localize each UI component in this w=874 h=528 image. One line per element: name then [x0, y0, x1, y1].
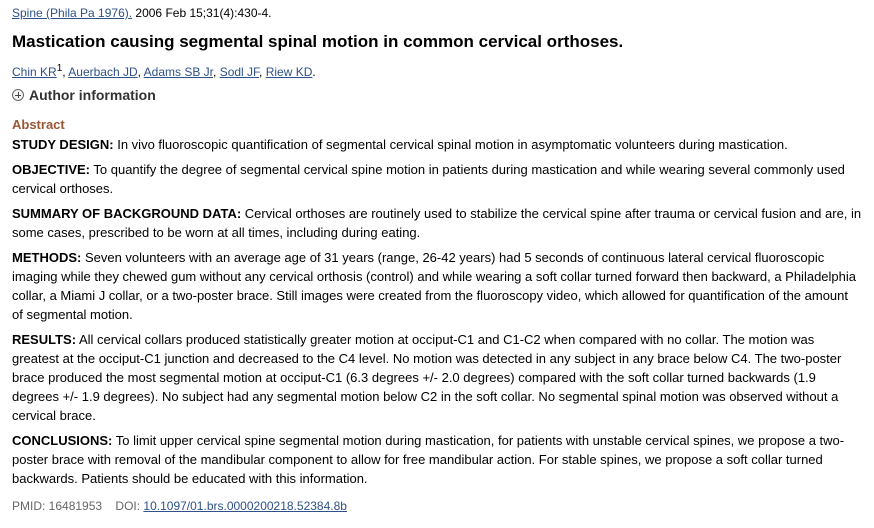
- author-separator: ,: [259, 65, 266, 79]
- author-information-toggle[interactable]: [12, 86, 862, 104]
- section-text: Seven volunteers with an average age of 31 years (range, 26-42 years) had 5 seconds of continuous lateral cervical fluoroscopic imaging while they chewed gum without any cervical orthosis (control) and while wearing a soft collar turned forward then backward, a Philadelphia collar, a Miami J collar, or a two-poster brace. Still images were created from the fluoroscopy video, which allowed for quantification of the amount of segmental motion.: [12, 250, 856, 322]
- section-text: Cervical orthoses are routinely used to stabilize the cervical spine after trauma or cervical fusion and are, in some cases, prescribed to be worn at all times, including during eating.: [12, 206, 862, 240]
- abstract-section: [12, 160, 862, 198]
- article-footer: [12, 499, 862, 513]
- section-text: All cervical collars produced statistically greater motion at occiput-C1 and C1-C2 when compared with no collar. The motion was greatest at the occiput-C1 junction and decreased to the C4 level. No motion was detected in any subject in any brace below C4. The two-poster brace produced the most segmental motion at occiput-C1 (6.3 degrees +/- 2.0 degrees) compared with the soft collar turned backwards (1.9 degrees +/- 1.9 degrees). No subject had any segmental motion below C2 in the soft collar. No segmental spinal motion was observed without a cervical brace.: [12, 332, 842, 423]
- author-separator: ,: [213, 65, 220, 79]
- author-affiliation-marker[interactable]: 1: [56, 63, 63, 74]
- abstract-section: [12, 248, 862, 324]
- author-link[interactable]: Chin KR: [12, 65, 57, 79]
- author-separator: ,: [137, 65, 144, 79]
- section-text: To limit upper cervical spine segmental motion during mastication, for patients with unstable cervical spines, we propose a two-poster brace with removal of the mandibular component to allow for free mandibular action. For stable spines, we propose a soft collar turned backwards. Patients should be educated with this information.: [12, 433, 845, 486]
- author-separator: ,: [62, 65, 69, 79]
- citation-details: 2006 Feb 15;31(4):430-4.: [132, 6, 272, 20]
- article-title: Mastication causing segmental spinal motion in common cervical orthoses.: [12, 32, 624, 51]
- section-text: In vivo fluoroscopic quantification of segmental cervical spinal motion in asymptomatic volunteers during mastication.: [113, 137, 788, 152]
- section-label: RESULTS:: [12, 332, 77, 347]
- doi-link[interactable]: 10.1097/01.brs.0000200218.52384.8b: [143, 499, 347, 513]
- abstract-section: [12, 204, 862, 242]
- author-link[interactable]: Sodl JF: [219, 65, 260, 79]
- section-label: STUDY DESIGN:: [12, 137, 114, 152]
- section-label: SUMMARY OF BACKGROUND DATA:: [12, 206, 242, 221]
- author-link[interactable]: Auerbach JD: [68, 65, 138, 79]
- section-label: CONCLUSIONS:: [12, 433, 113, 448]
- author-link[interactable]: Riew KD: [265, 65, 313, 79]
- author-link[interactable]: Adams SB Jr: [143, 65, 214, 79]
- author-information-label: Author information: [29, 87, 156, 103]
- doi-label: DOI:: [115, 499, 144, 513]
- abstract-heading: Abstract: [12, 117, 65, 132]
- author-list: [12, 61, 862, 80]
- abstract-section: [12, 330, 862, 425]
- expand-plus-icon[interactable]: [12, 89, 24, 101]
- journal-link[interactable]: Spine (Phila Pa 1976).: [12, 6, 133, 20]
- section-label: METHODS:: [12, 250, 82, 265]
- abstract-section: [12, 135, 862, 154]
- pmid: PMID: 16481953: [12, 499, 103, 513]
- section-label: OBJECTIVE:: [12, 162, 91, 177]
- abstract-sections: [12, 135, 862, 488]
- citation: [12, 6, 862, 22]
- abstract-section: [12, 431, 862, 488]
- section-text: To quantify the degree of segmental cervical spine motion in patients during mastication and while wearing several commonly used cervical orthoses.: [12, 162, 845, 196]
- author-separator: .: [312, 65, 316, 79]
